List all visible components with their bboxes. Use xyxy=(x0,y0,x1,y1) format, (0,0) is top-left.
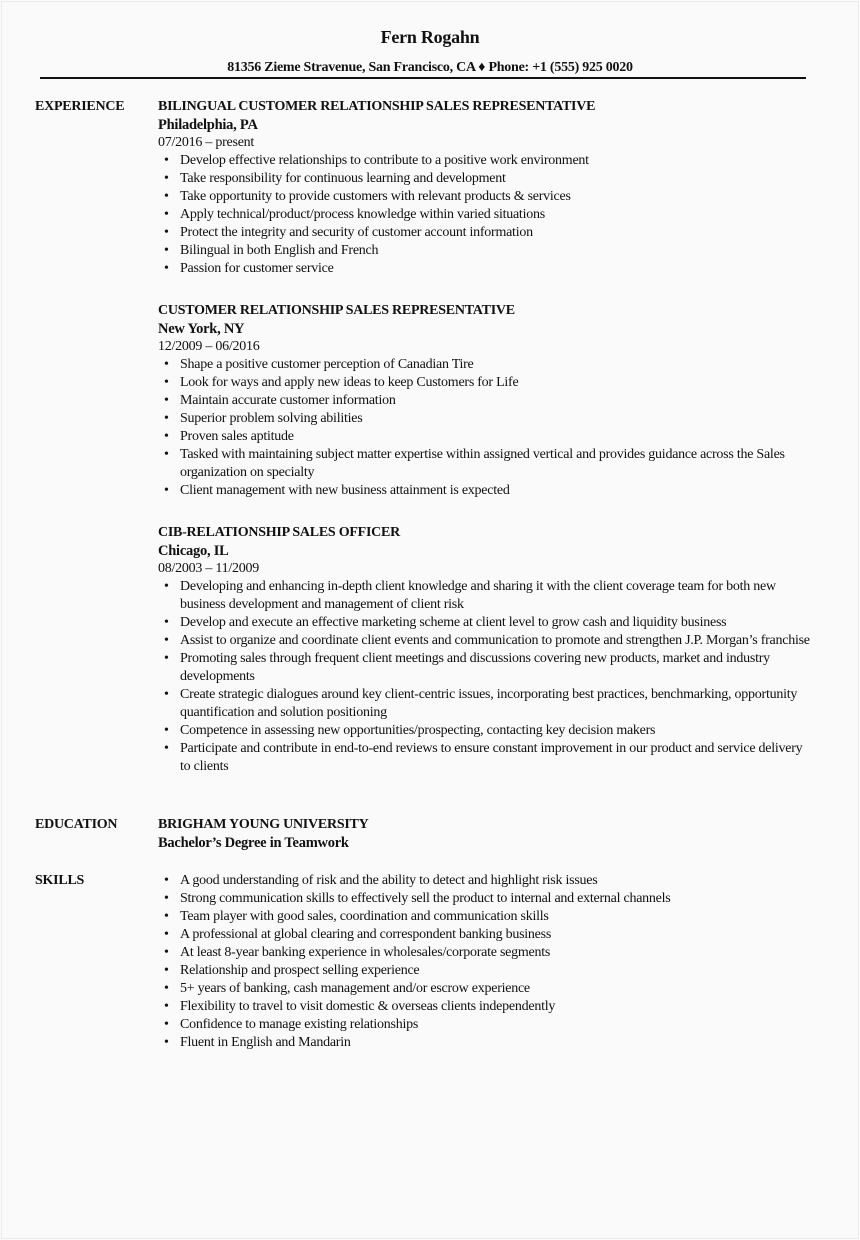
section-label: EDUCATION xyxy=(35,817,118,832)
job-title: CIB-RELATIONSHIP SALES OFFICER xyxy=(158,525,400,540)
list-item: • Bilingual in both English and French xyxy=(158,242,810,260)
list-item: • Client management with new business attainment is expected xyxy=(158,482,810,500)
job-bullets xyxy=(158,578,818,776)
job-entry xyxy=(158,302,818,500)
list-item: • Develop and execute an effective marketing scheme at client level to grow cash and liquidity business xyxy=(158,614,810,632)
list-item: • Passion for customer service xyxy=(158,260,810,278)
job-location: New York, NY xyxy=(158,321,245,337)
experience-entries xyxy=(158,98,818,776)
job-dates: 12/2009 – 06/2016 xyxy=(158,339,260,354)
list-item: • Assist to organize and coordinate client events and communication to promote and strengthen J.P. Morgan’s franchise xyxy=(158,632,810,650)
list-item: • At least 8-year banking experience in wholesales/corporate segments xyxy=(158,944,810,962)
candidate-name: Fern Rogahn xyxy=(380,27,480,47)
header-divider xyxy=(40,77,806,79)
job-entry xyxy=(158,524,818,776)
list-item: • A good understanding of risk and the ability to detect and highlight risk issues xyxy=(158,872,810,890)
list-item: • Promoting sales through frequent client meetings and discussions covering new products, market and industry developments xyxy=(158,650,810,686)
list-item: • Developing and enhancing in-depth client knowledge and sharing it with the client coverage team for both new business development and management of client risk xyxy=(158,578,810,614)
degree: Bachelor’s Degree in Teamwork xyxy=(158,835,349,851)
list-item: • Confidence to manage existing relationships xyxy=(158,1016,810,1034)
list-item: • Flexibility to travel to visit domestic & overseas clients independently xyxy=(158,998,810,1016)
job-bullets xyxy=(158,152,818,278)
job-entry xyxy=(158,98,818,278)
skills-body xyxy=(158,872,818,1052)
job-dates: 08/2003 – 11/2009 xyxy=(158,561,260,576)
job-title: BILINGUAL CUSTOMER RELATIONSHIP SALES REPRESENTATIVE xyxy=(158,99,596,114)
list-item: • Fluent in English and Mandarin xyxy=(158,1034,810,1052)
list-item: • Protect the integrity and security of customer account information xyxy=(158,224,810,242)
education-section xyxy=(35,816,825,853)
experience-section xyxy=(35,98,825,800)
section-label: EXPERIENCE xyxy=(35,99,125,114)
section-label: SKILLS xyxy=(35,873,85,888)
list-item: • Competence in assessing new opportunities/prospecting, contacting key decision makers xyxy=(158,722,810,740)
skills-section xyxy=(35,872,825,1052)
job-title: CUSTOMER RELATIONSHIP SALES REPRESENTATIVE xyxy=(158,303,515,318)
contact-line: 81356 Zieme Stravenue, San Francisco, CA ♦ Phone: +1 (555) 925 0020 xyxy=(227,60,633,75)
list-item: • Maintain accurate customer information xyxy=(158,392,810,410)
list-item: • Develop effective relationships to contribute to a positive work environment xyxy=(158,152,810,170)
job-location: Philadelphia, PA xyxy=(158,117,258,133)
job-location: Chicago, IL xyxy=(158,543,229,559)
list-item: • Create strategic dialogues around key client-centric issues, incorporating best practices, benchmarking, opportunity quantification and solution positioning xyxy=(158,686,810,722)
list-item: • Shape a positive customer perception of Canadian Tire xyxy=(158,356,810,374)
job-bullets xyxy=(158,356,818,500)
list-item: • Apply technical/product/process knowledge within varied situations xyxy=(158,206,810,224)
list-item: • Participate and contribute in end-to-end reviews to ensure constant improvement in our product and service delivery to clients xyxy=(158,740,810,776)
list-item: • A professional at global clearing and correspondent banking business xyxy=(158,926,810,944)
list-item: • Team player with good sales, coordination and communication skills xyxy=(158,908,810,926)
job-dates: 07/2016 – present xyxy=(158,135,255,150)
list-item: • Tasked with maintaining subject matter expertise within assigned vertical and provides guidance across the Sales organization on specialty xyxy=(158,446,810,482)
list-item: • 5+ years of banking, cash management and/or escrow experience xyxy=(158,980,810,998)
list-item: • Take opportunity to provide customers with relevant products & services xyxy=(158,188,810,206)
list-item: • Take responsibility for continuous learning and development xyxy=(158,170,810,188)
list-item: • Superior problem solving abilities xyxy=(158,410,810,428)
skills-list xyxy=(158,872,818,1052)
school-name: BRIGHAM YOUNG UNIVERSITY xyxy=(158,817,369,832)
list-item: • Strong communication skills to effectively sell the product to internal and external channels xyxy=(158,890,810,908)
education-entry xyxy=(158,816,818,853)
list-item: • Look for ways and apply new ideas to keep Customers for Life xyxy=(158,374,810,392)
list-item: • Relationship and prospect selling experience xyxy=(158,962,810,980)
list-item: • Proven sales aptitude xyxy=(158,428,810,446)
